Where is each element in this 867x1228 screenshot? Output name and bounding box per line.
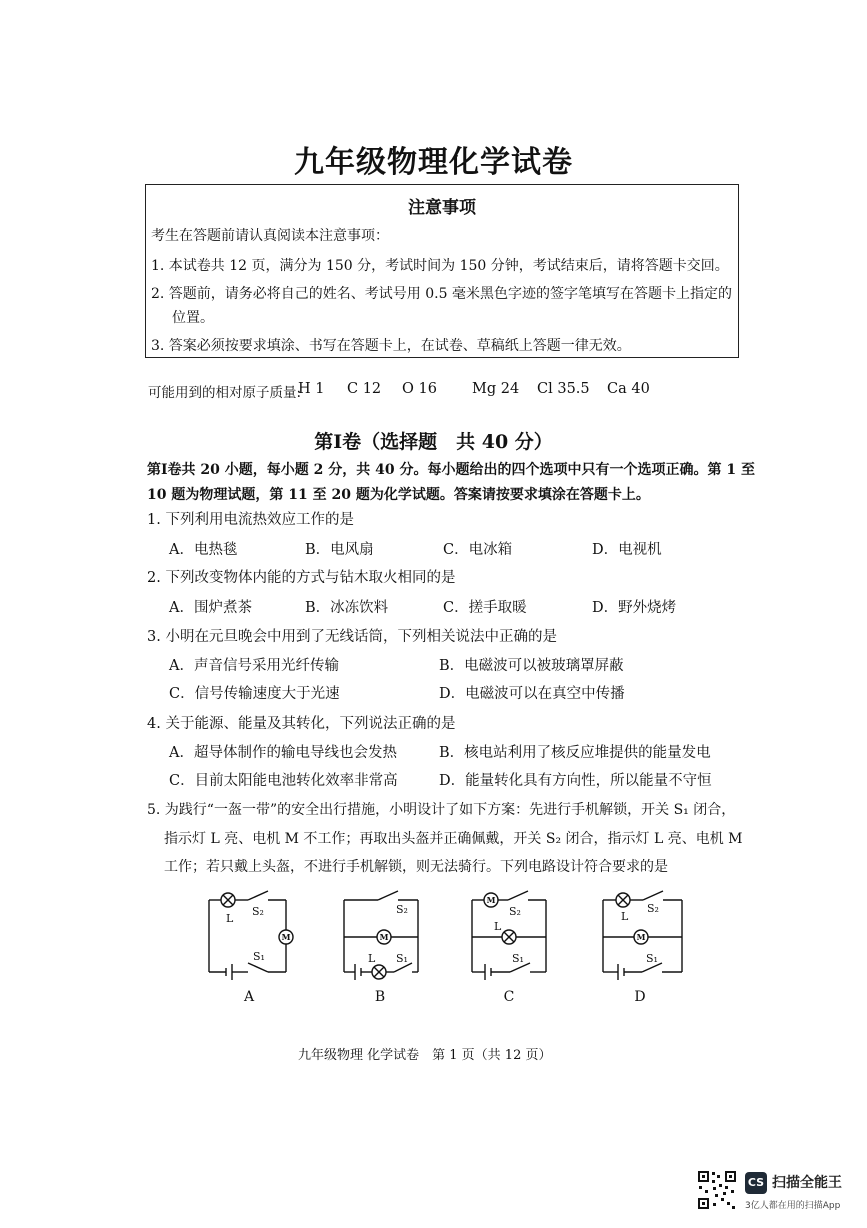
notice-item-2a: 2. 答题前，请务必将自己的姓名、考试号用 0.5 毫米黑色字迹的签字笔填写在答题卡上指定的: [151, 286, 732, 302]
q4-option-d: D．能量转化具有方向性，所以能量不守恒: [439, 773, 712, 789]
switch-s2-label: S₂: [396, 903, 408, 916]
switch-s1-label: S₁: [253, 950, 265, 963]
switch-s1-label: S₁: [646, 952, 658, 965]
switch-s2-label: S₂: [647, 902, 659, 915]
q4-stem: 4. 关于能源、能量及其转化，下列说法正确的是: [147, 716, 456, 732]
lamp-label: L: [621, 910, 629, 923]
notice-item-2b: 位置。: [172, 310, 214, 326]
q5-line-1: 5. 为践行“一盔一带”的安全出行措施，小明设计了如下方案：先进行手机解锁，开关 S₁ 闭合，: [147, 802, 736, 818]
switch-s2-label: S₂: [509, 905, 521, 918]
q3-option-a: A．声音信号采用光纤传输: [169, 658, 339, 674]
q2-option-a: A．围炉煮茶: [169, 600, 252, 616]
q2-option-b: B．冰冻饮料: [305, 600, 389, 616]
section-instruction-1: 第Ⅰ卷共 20 小题，每小题 2 分，共 40 分。每小题给出的四个选项中只有一个选项正确。第 1 至: [147, 462, 755, 478]
notice-intro: 考生在答题前请认真阅读本注意事项：: [151, 228, 389, 244]
q5-line-3: 工作；若只戴上头盔，不进行手机解锁，则无法骑行。下列电路设计符合要求的是: [164, 859, 668, 875]
lamp-label: L: [226, 912, 234, 925]
switch-s1-label: S₁: [396, 952, 408, 965]
motor-label: M: [636, 932, 646, 942]
notice-box: [145, 184, 739, 358]
switch-s2-icon: [248, 891, 268, 900]
q4-option-c: C．目前太阳能电池转化效率非常高: [169, 773, 398, 789]
circuit-label-d: D: [634, 989, 646, 1005]
q1-stem: 1. 下列利用电流热效应工作的是: [147, 512, 354, 528]
motor-label: M: [379, 932, 389, 942]
q2-option-d: D．野外烧烤: [592, 600, 677, 616]
atomic-mass-c: C 12: [347, 381, 382, 397]
exam-title: 九年级物理化学试卷: [294, 145, 573, 180]
notice-item-3: 3. 答案必须按要求填涂、书写在答题卡上，在试卷、草稿纸上答题一律无效。: [151, 338, 631, 354]
q2-stem: 2. 下列改变物体内能的方式与钻木取火相同的是: [147, 570, 456, 586]
notice-heading: 注意事项: [408, 198, 476, 218]
atomic-mass-h: H 1: [298, 381, 325, 397]
switch-s2-label: S₂: [252, 905, 264, 918]
q3-stem: 3. 小明在元旦晚会中用到了无线话筒，下列相关说法中正确的是: [147, 629, 557, 645]
atomic-mass-mg: Mg 24: [472, 381, 520, 397]
atomic-mass-o: O 16: [402, 381, 437, 397]
q1-option-d: D．电视机: [592, 542, 662, 558]
circuit-label-a: A: [243, 989, 255, 1005]
lamp-label: L: [494, 920, 502, 933]
scanner-logo-icon: CS: [745, 1172, 767, 1194]
q3-option-c: C．信号传输速度大于光速: [169, 686, 340, 702]
q3-option-b: B．电磁波可以被玻璃罩屏蔽: [439, 658, 624, 674]
circuit-label-c: C: [503, 989, 515, 1005]
q1-option-c: C．电冰箱: [443, 542, 513, 558]
atomic-mass-label: 可能用到的相对原子质量:: [148, 385, 302, 401]
circuit-a: [209, 891, 293, 980]
scanner-app-name: 扫描全能王: [772, 1175, 842, 1191]
q1-option-b: B．电风扇: [305, 542, 374, 558]
switch-s2-icon: [378, 891, 398, 900]
q3-option-d: D．电磁波可以在真空中传播: [439, 686, 625, 702]
motor-label: M: [281, 932, 291, 942]
notice-item-1: 1. 本试卷共 12 页，满分为 150 分，考试时间为 150 分钟，考试结束后，请将答题卡交回。: [151, 258, 729, 274]
atomic-mass-ca: Ca 40: [607, 381, 650, 397]
qr-code-icon: [697, 1170, 737, 1210]
section-instruction-2: 10 题为物理试题，第 11 至 20 题为化学试题。答案请按要求填涂在答题卡上。: [147, 487, 650, 503]
switch-s1-icon: [248, 963, 268, 972]
atomic-mass-cl: Cl 35.5: [537, 381, 590, 397]
q2-option-c: C．搓手取暖: [443, 600, 527, 616]
q4-option-b: B．核电站利用了核反应堆提供的能量发电: [439, 745, 711, 761]
scanner-tagline: 3亿人都在用的扫描App: [745, 1201, 841, 1211]
section-title: 第Ⅰ卷（选择题 共 40 分）: [314, 431, 553, 453]
q4-option-a: A．超导体制作的输电导线也会发热: [169, 745, 397, 761]
circuit-diagrams: [0, 880, 867, 1010]
lamp-label: L: [368, 952, 376, 965]
switch-s2-icon: [643, 891, 663, 900]
circuit-label-b: B: [374, 989, 386, 1005]
switch-s1-label: S₁: [512, 952, 524, 965]
page-footer: 九年级物理 化学试卷 第 1 页（共 12 页）: [298, 1048, 552, 1063]
motor-label: M: [486, 895, 496, 905]
q1-option-a: A．电热毯: [169, 542, 238, 558]
switch-s2-icon: [508, 891, 528, 900]
q5-line-2: 指示灯 L 亮、电机 M 不工作；再取出头盔并正确佩戴，开关 S₂ 闭合，指示灯 L 亮、电机 M: [164, 831, 743, 847]
